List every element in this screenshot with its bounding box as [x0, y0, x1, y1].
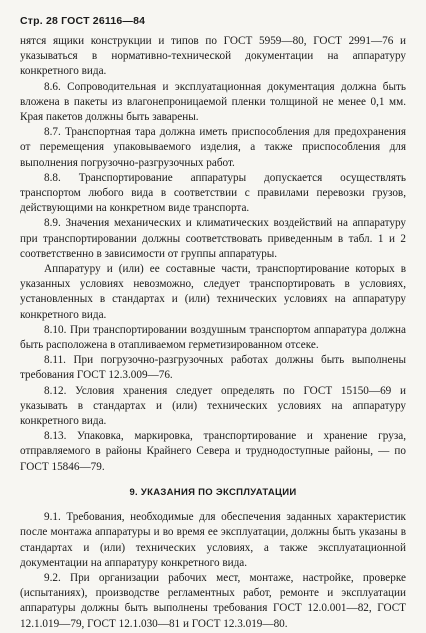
paragraph-8-12: 8.12. Условия хранения следует определять по ГОСТ 15150—69 и указывать в стандартах и (или) технических условиях на аппаратуру конкретного вида. — [20, 384, 406, 428]
paragraph-8-7: 8.7. Транспортная тара должна иметь приспособления для предохранения от перемещения упаковываемого изделия, а также приспособления для выполнения погрузочно-разгрузочных работ. — [20, 126, 406, 169]
paragraph-9-2: 9.2. При организации рабочих мест, монтаже, настройке, проверке (испытаниях), производстве регламентных работ, ремонте и эксплуатации аппаратуры должны быть выполнены требования ГОСТ 12.0.001—82, ГОСТ 12.1.019—79, ГОСТ 12.1.030—81 и ГОСТ 12.3.019—80. — [20, 571, 406, 630]
paragraph-9-1: 9.1. Требования, необходимые для обеспечения заданных характеристик после монтажа аппаратуры и во время ее эксплуатации, должны быть указаны в стандартах и (или) технических условиях, а также эксплуатационной документации на аппаратуру конкретного вида. — [20, 511, 406, 569]
paragraph-8-10: 8.10. При транспортировании воздушным транспортом аппаратура должна быть расположена в отапливаемом герметизированном отсеке. — [20, 323, 406, 352]
paragraph-8-8: 8.8. Транспортирование аппаратуры допускается осуществлять транспортом любого вида в соответствии с правилами перевозки грузов, действующими на конкретном виде транспорта. — [20, 171, 406, 215]
paragraph-8-9-cont: Аппаратуру и (или) ее составные части, транспортирование которых в указанных условиях невозможно, следует транспортировать в условиях, установленных в стандартах и (или) технических условиях на аппаратуру конкретного вида. — [20, 263, 406, 321]
paragraph-8-13: 8.13. Упаковка, маркировка, транспортирование и хранение груза, отправляемого в районы Крайнего Севера и труднодоступные районы, — по ГОСТ 15846—79. — [20, 430, 406, 473]
document-body — [20, 34, 406, 632]
paragraph-8-9: 8.9. Значения механических и климатических воздействий на аппаратуру при транспортировании должны соответствовать приведенным в табл. 1 и 2 соответственно в зависимости от группы аппаратуры. — [20, 217, 406, 260]
paragraph-continuation: нятся ящики конструкции и типов по ГОСТ 5959—80, ГОСТ 2991—76 и указываться в нормативно-технической документации на аппаратуру конкретного вида. — [20, 35, 406, 78]
paragraph-8-11: 8.11. При погрузочно-разгрузочных работах должны быть выполнены требования ГОСТ 12.3.009—76. — [20, 354, 406, 382]
paragraph-8-6: 8.6. Сопроводительная и эксплуатационная документация должна быть вложена в пакеты из влагонепроницаемой пленки толщиной не менее 0,1 мм. Края пакетов должны быть заварены. — [20, 80, 406, 124]
section-title: 9. УКАЗАНИЯ ПО ЭКСПЛУАТАЦИИ — [129, 486, 297, 498]
page-header: Стр. 28 ГОСТ 26116—84 — [20, 15, 146, 27]
